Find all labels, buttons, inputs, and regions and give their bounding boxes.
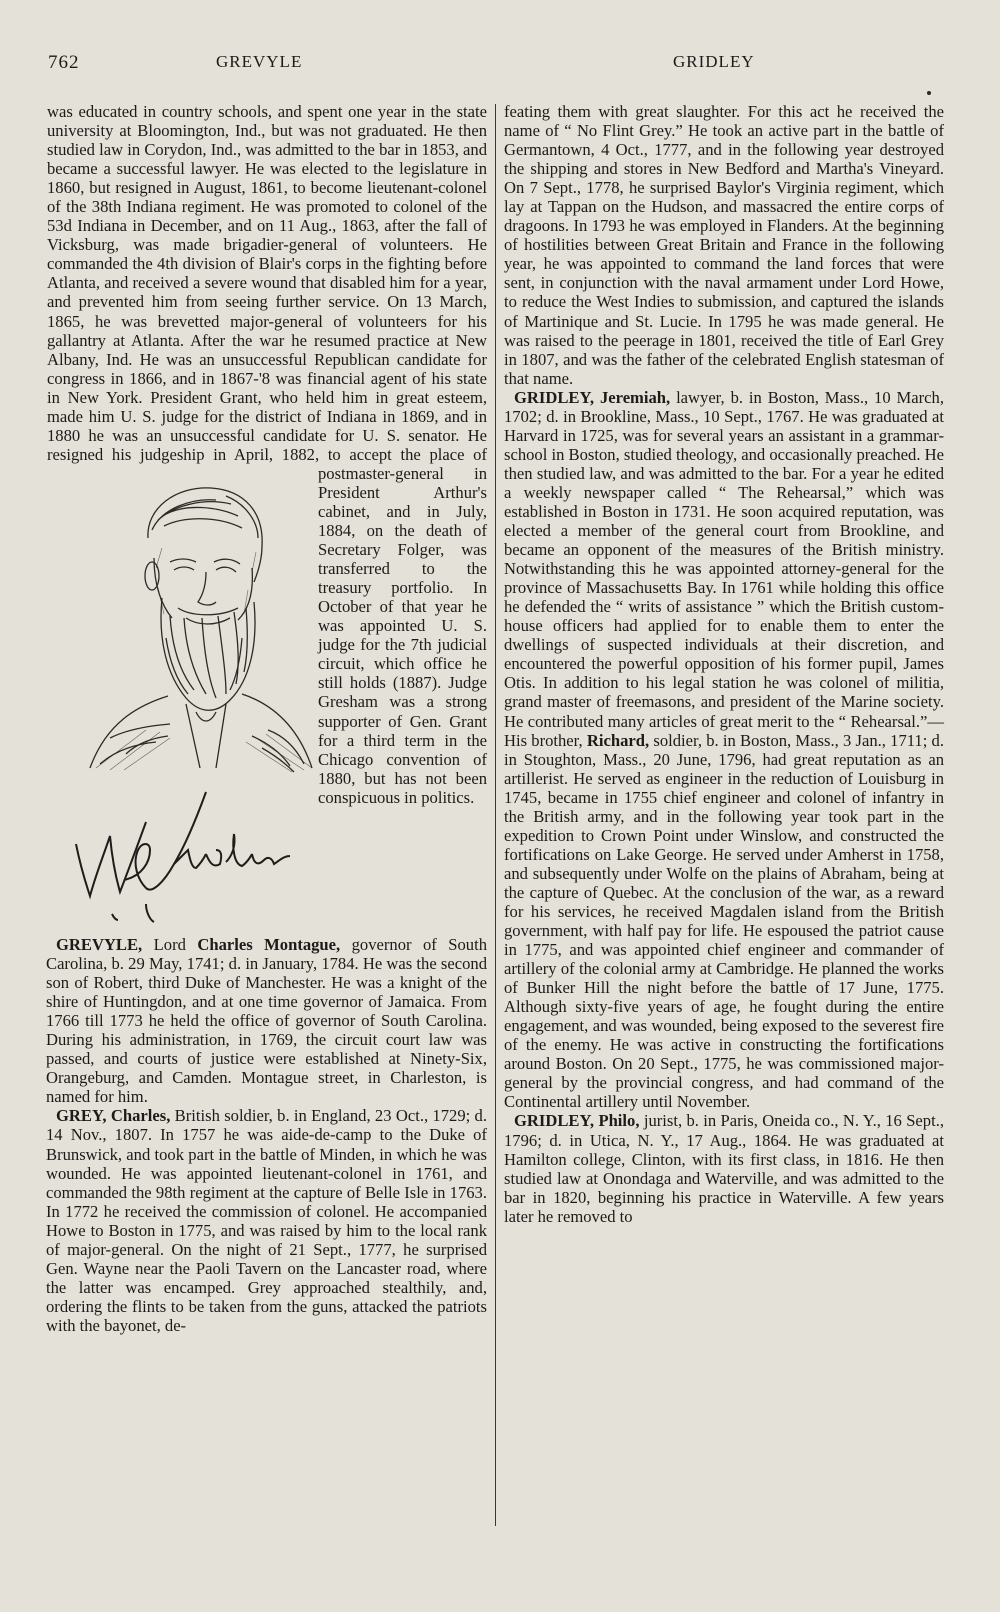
running-header [46,52,956,82]
ink-speck [927,91,931,95]
gridley-jeremiah-entry [504,388,944,1112]
grevyle-text: governor of South Carolina, b. 29 May, 1741; d. in January, 1784. He was the second son of Robert, third Duke of Manchester. He was a knight of the shire of Huntingdon, and at one time governor of Jamaica. From 1766 till 1773 he held the office of governor of South Carolina. During his administration, in 1769, the circuit court law was passed, and courts of justice were established at Ninety-Six, Orangeburg, and Camden. Montague street, in Charleston, is named for him. [46,935,487,1107]
grey-entry [46,1106,487,1335]
richard-text: soldier, b. in Boston, Mass., 3 Jan., 1711; d. in Stoughton, Mass., 20 June, 1796, had great reputation as an artillerist. He served as engineer in the reduction of Louisburg in 1745, became in 1755 chief engineer and colonel of infantry in the British army, and in the following year took part in the expedition to Crown Point under Winslow, and constructed the fortifications on Lake George. He served under Amherst in 1758, and subsequently under Wolfe on the plains of Abraham, being at the capture of Quebec. At the conclusion of the war, as a reward for his services, he received Magdalen island from the British government, with half pay for life. He espoused the patriot cause in 1775, and was appointed chief engineer and commander of artillery of the colonial army at Cambridge. He planned the works of Bunker Hill the night before the battle of 17 June, 1775. Although sixty-five years of age, he fought during the entire engagement, and was wounded, being exposed to the severest fire of the enemy. He was active in constructing the fortifications around Boston. On 20 Sept., 1775, he was commissioned major-general by the provincial congress, and had command of the Continental artillery until November. [504,730,945,1112]
grey-headword: GREY, Charles, [56,1106,171,1126]
philo-text: jurist, b. in Paris, Oneida co., N. Y., 16 Sept., 1796; d. in Utica, N. Y., 17 Aug., 1864. He was graduated at Hamilton college, Clinton, with its first class, in 1816. He then studied law at Onondaga and Waterville, and was admitted to the bar in 1820, beginning his practice in Waterville. A few years later he removed to [504,1111,945,1226]
grevyle-entry [46,935,487,1106]
grey-text: British soldier, b. in England, 23 Oct., 1729; d. 14 Nov., 1807. In 1757 he was aide-de-camp to the Duke of Brunswick, and took part in the battle of Minden, in which he was wounded. He was appointed lieutenant-colonel in 1761, and commanded the 98th regiment at the capture of Belle Isle in 1763. In 1772 he received the commission of colonel. He accompanied Howe to Boston in 1775, and was raised by him to the local rank of major-general. On the night of 21 Sept., 1777, he surprised Gen. Wayne near the Paoli Tavern on the Lancaster road, where the latter was encamped. Grey approached stealthily, and, ordering the flints to be taken from the guns, attacked the patriots with the bayonet, de- [46,1106,488,1335]
page-number: 762 [48,52,80,73]
grevyle-name: Charles Montague, [197,935,341,954]
gresham-text: was educated in country schools, and spent one year in the state university at Bloomington, Ind., but was not graduated. He then studied law in Corydon, Ind., was admitted to the bar in 1853, and became a successful lawyer. He was elected to the legislature in 1860, but resigned in August, 1861, to become lieutenant-colonel of the 38th Indiana regiment. He was promoted to colonel of the 53d Indiana in December, and on 11 Aug., 1863, after the fall of Vicksburg, was made brigadier-general of volunteers. He commanded the 4th division of Blair's corps in the fighting before Atlanta, and received a severe wound that disabled him for a year, and prevented him from seeing further service. On 13 March, 1865, he was brevetted major-general of volunteers for his gallantry at Atlanta. After the war he resumed practice at New Albany, Ind. He was an unsuccessful Republican candidate for congress in 1866, and in 1867-'8 was financial agent of his state in New York. President Grant, who held him in great esteem, made him U. S. judge for the district of Indiana in 1869, and in 1880 he was an unsuccessful candidate for U. S. senator. He resigned his judgeship in April, 1882, to accept the place of postmaster-general in President Arthur's cabinet, and in July, 1884, on the death of Secretary Folger, was transferred to the treasury portfolio. In October of that year he was appointed U. S. judge for the 7th judicial circuit, which office he still holds (1887). Judge Gresham was a strong supporter of Gen. Grant for a third term in the Chicago convention of 1880, but has not been conspicuous in politics. [47,102,487,807]
left-running-head: GREVYLE [216,52,303,71]
jeremiah-headword: GRIDLEY, Jeremiah, [514,387,671,407]
gridley-philo-entry [504,1111,944,1225]
portrait-engraving [66,468,318,774]
grey-continued-text: feating them with great slaughter. For this act he received the name of “ No Flint Grey.” He took an active part in the battle of Germantown, 4 Oct., 1777, and in the following year destroyed the shipping and stores in New Bedford and Martha's Vineyard. On 7 Sept., 1778, he surprised Baylor's Virginia regiment, which lay at Tappan on the Hudson, and massacred the entire corps of dragoons. In 1793 he was employed in Flanders. At the beginning of hostilities between Great Britain and France in the following year, he was appointed to command the land forces that were sent, in conjunction with the naval armament under Lord Howe, to reduce the West Indies to submission, and captured the islands of Martinique and St. Lucie. In 1795 he was made general. He was raised to the peerage in 1801, received the title of Earl Grey in 1807, and was the father of the celebrated English statesman of that name. [504,102,944,388]
left-column [46,102,487,1335]
grevyle-title: Lord [142,935,198,954]
column-rule [495,104,496,1526]
richard-headword: Richard, [586,730,650,750]
right-running-head: GRIDLEY [673,52,755,71]
right-column [504,102,944,1226]
grevyle-headword: GREVYLE, [56,935,143,954]
philo-headword: GRIDLEY, Philo, [514,1111,640,1131]
grey-entry-continued [504,102,944,388]
portrait-block [46,468,318,935]
handwritten-signature [46,784,316,924]
jeremiah-text: lawyer, b. in Boston, Mass., 10 March, 1702; d. in Brookline, Mass., 10 Sept., 1767. He was graduated at Harvard in 1725, was for several years an assistant in a grammar-school in Boston, studied theology, and occasionally preached. He then studied law, and was admitted to the bar. For a year he edited a weekly newspaper called “ The Rehearsal,” which was established in Boston in 1731. He soon acquired reputation, was elected a member of the general court from Brookline, and became an opponent of the measures of the British ministry. Notwithstanding this he was appointed attorney-general for the province of Massachusetts Bay. In 1761 while holding this office he defended the “ writs of assistance ” which the British custom-house officers had applied for to enable them to enter the dwellings of suspected individuals at their discretion, and encountered the powerful opposition of his former pupil, James Otis. In addition to his legal station he was colonel of militia, grand master of freemasons, and president of the Marine society. He contributed many articles of great merit to the “ Rehearsal.”—His brother, [504,387,944,750]
